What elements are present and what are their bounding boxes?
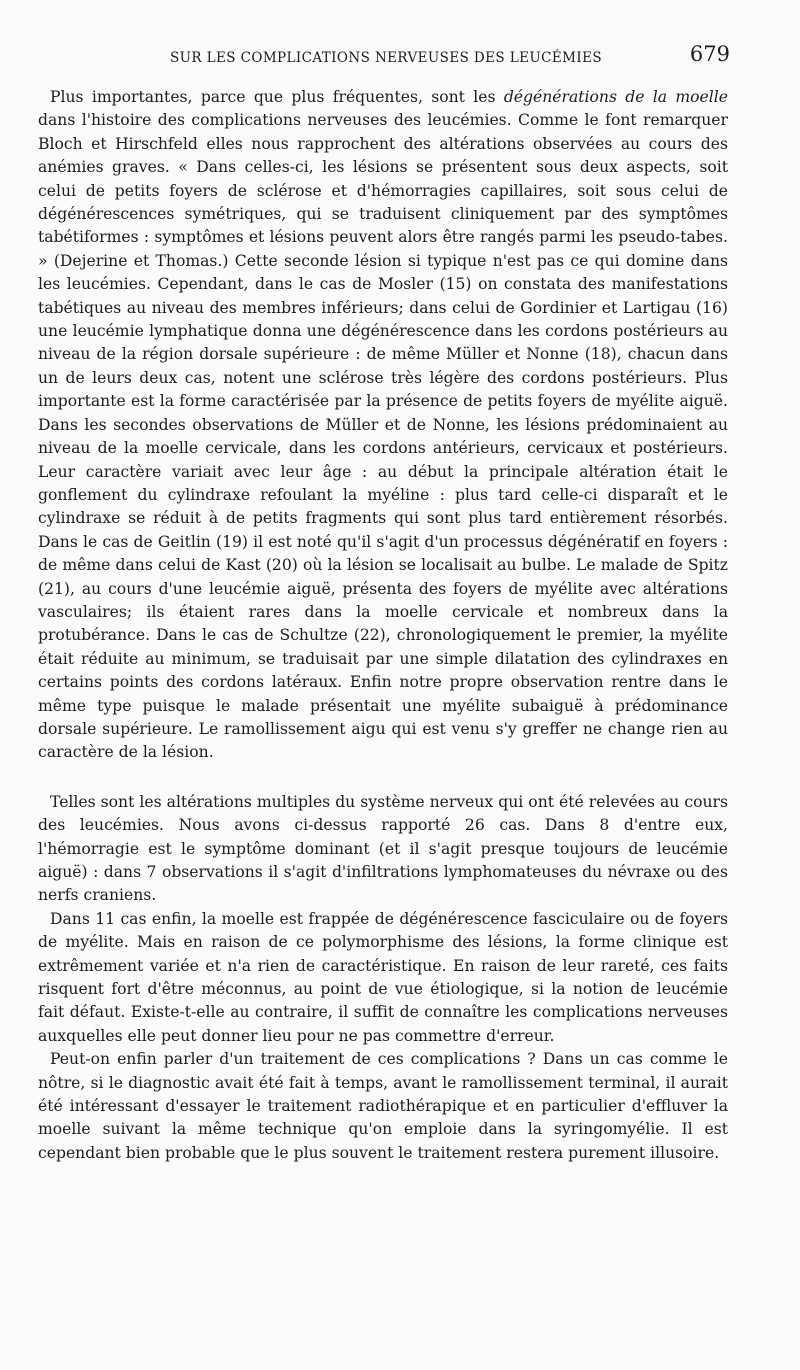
paragraph-degenerations [38,86,728,765]
running-title: SUR LES COMPLICATIONS NERVEUSES DES LEUCÉMIES [170,50,602,66]
paragraph-treatment: Peut-on enfin parler d'un traitement de ces complications ? Dans un cas comme le nôtre, si le diagnostic avait été fait à temps, avant le ramollissement terminal, il aurait été intéressant d'essayer le traitement radiothérapique et en particulier d'effluver la moelle suivant la même technique qu'on emploie dans la syringomyélie. Il est cependant bien probable que le plus souvent le traitement restera purement illusoire. [38,1050,728,1162]
paragraph-degenerations-lead: Plus importantes, parce que plus fréquentes, sont les [50,88,504,106]
italic-term-degenerations: dégénérations de la moelle [503,88,728,106]
paragraph-summary: Telles sont les altérations multiples du système nerveux qui ont été relevées au cours des leucémies. Nous avons ci-dessus rapporté 26 cas. Dans 8 d'entre eux, l'hémorragie est le symptôme dominant (et il s'agit presque toujours de leucémie aiguë) : dans 7 observations il s'agit d'infiltrations lymphomateuses du névraxe ou des nerfs craniens. [38,792,728,905]
running-head [60,42,730,74]
paragraph-eleven-cases: Dans 11 cas enfin, la moelle est frappée de dégénérescence fasciculaire ou de foyers de myélite. Mais en raison de ce polymorphisme des lésions, la forme clinique est extrêmement variée et n'a rien de caractéristique. En raison de leur rareté, ces faits risquent fort d'être méconnus, au point de vue étiologique, si la notion de leucémie fait défaut. Existe-t-elle au contraire, il suffit de connaître les complications nerveuses auxquelles elle peut donner lieu pour ne pas commettre d'erreur. [38,909,728,1045]
body-text [38,86,728,1165]
paragraph-degenerations-text: dans l'histoire des complications nerveuses des leucémies. Comme le font remarquer Bloch et Hirschfeld elles nous rapprochent des altérations observées au cours des anémies graves. « Dans celles-ci, les lésions se présentent sous deux aspects, soit celui de petits foyers de sclérose et d'hémorragies capillaires, soit sous celui de dégénérescences symétriques, qui se traduisent cliniquement par des symptômes tabétiformes : symptômes et lésions peuvent alors être rangés parmi les pseudo-tabes. » (Dejerine et Thomas.) Cette seconde lésion si typique n'est pas ce qui domine dans les leucémies. Cependant, dans le cas de Mosler (15) on constata des manifestations tabétiques au niveau des membres inférieurs; dans celui de Gordinier et Lartigau (16) une leucémie lymphatique donna une dégénérescence dans les cordons postérieurs au niveau de la région dorsale supérieure : de même Müller et Nonne (18), chacun dans un de leurs deux cas, notent une sclérose très légère des cordons postérieurs. Plus importante est la forme caractérisée par la présence de petits foyers de myélite aiguë. Dans les secondes observations de Müller et de Nonne, les lésions prédominaient au niveau de la moelle cervicale, dans les cordons antérieurs, cervicaux et postérieurs. Leur caractère variait avec leur âge : au début la principale altération était le gonflement du cylindraxe refoulant la myéline : plus tard celle-ci disparaît et le cylindraxe se réduit à de petits fragments qui sont plus tard entièrement résorbés. Dans le cas de Geitlin (19) il est noté qu'il s'agit d'un processus dégénératif en foyers : de même dans celui de Kast (20) où la lésion se localisait au bulbe. Le malade de Spitz (21), au cours d'une leucémie aiguë, présenta des foyers de myélite avec altérations vasculaires; ils étaient rares dans la moelle cervicale et nombreux dans la protubérance. Dans le cas de Schultze (22), chronologiquement le premier, la myélite était réduite au minimum, se traduisait par une simple dilatation des cylindraxes en certains points des cordons latéraux. Enfin notre propre observation rentre dans le même type puisque le malade présentait une myélite subaiguë à prédominance dorsale supérieure. Le ramollissement aigu qui est venu s'y greffer ne change rien au caractère de la lésion. [38,111,728,762]
page-number: 679 [689,42,730,66]
